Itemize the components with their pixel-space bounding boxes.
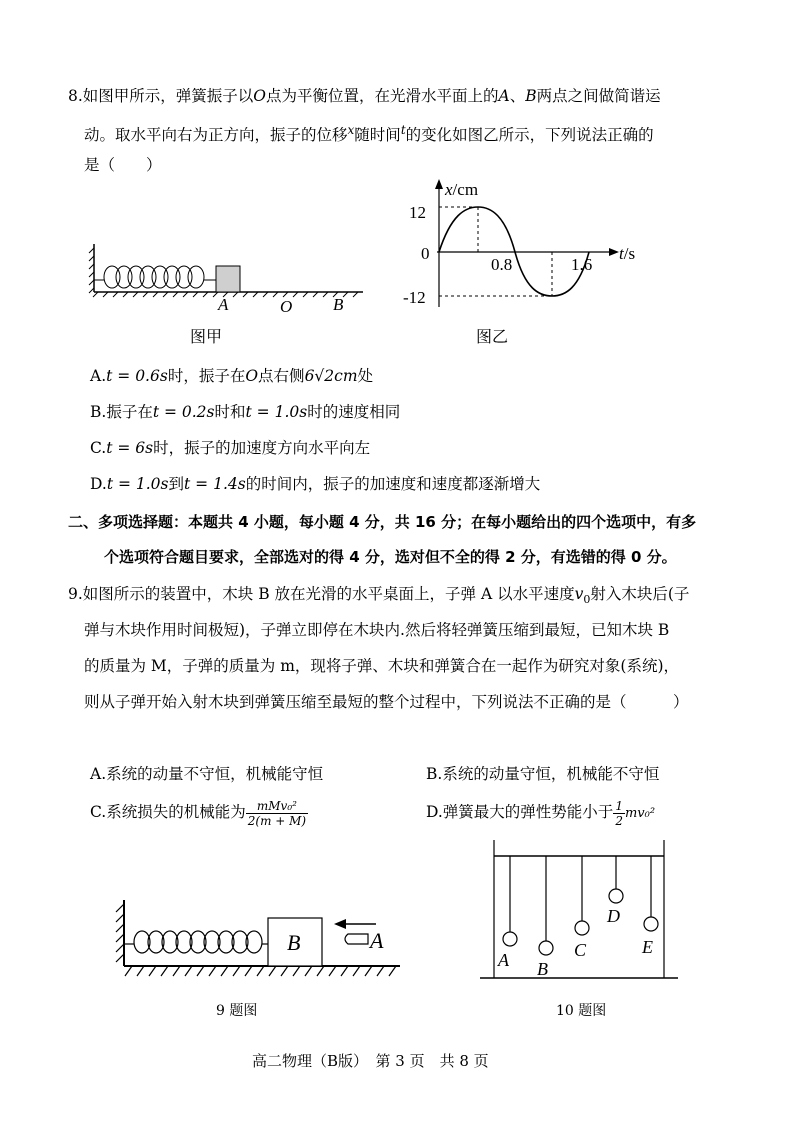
- section-2-header-line-2: 个选项符合题目要求，全部选对的得 4 分，选对但不全的得 2 分，有选错的得 0 分。: [104, 548, 677, 566]
- figure-10: [474, 838, 684, 984]
- fig-10-caption: 10 题图: [556, 1003, 607, 1019]
- q8-option-A[interactable]: A.t = 0.6s时，振子在O点右侧6√2cm处: [90, 367, 374, 385]
- fig-9-caption: 9 题图: [216, 1003, 258, 1019]
- tick-neg12: -12: [403, 288, 426, 307]
- spring: [94, 266, 216, 288]
- q9-option-D[interactable]: D.弹簧最大的弹性势能小于 $\frac{1}{2}$ mv₀²: [426, 798, 656, 828]
- figure-yi: [395, 175, 650, 315]
- q9-line-4: 则从子弹开始入射木块到弹簧压缩至最短的整个过程中，下列说法不正确的是（ ）: [84, 693, 689, 711]
- q9-line-3: 的质量为 M，子弹的质量为 m，现将子弹、木块和弹簧合在一起作为研究对象(系统)，: [84, 657, 680, 675]
- label-C-10: C: [574, 940, 587, 960]
- y-axis-label: x/cm: [445, 180, 479, 199]
- label-O: O: [280, 297, 293, 316]
- section-2-header-line-1: 二、多项选择题：本题共 4 小题，每小题 4 分，共 16 分；在每小题给出的四个选项中，有多: [68, 513, 697, 531]
- q9-option-C[interactable]: C.系统损失的机械能为 $\frac{\text{mMv₀²}}{2(m + M)}$: [90, 798, 307, 828]
- q8-option-B[interactable]: B.振子在t = 0.2s时和t = 1.0s时的速度相同: [90, 403, 401, 421]
- label-A: A: [218, 295, 229, 314]
- q9-option-A[interactable]: A.系统的动量不守恒，机械能守恒: [90, 765, 324, 783]
- q8-option-D[interactable]: D.t = 1.0s到t = 1.4s的时间内，振子的加速度和速度都逐渐增大: [90, 475, 541, 493]
- spring-9: [124, 931, 268, 953]
- q8-line-3: 是（ ）: [84, 156, 162, 174]
- tick-1.6: 1.6: [571, 255, 593, 274]
- q8-line-1: 8.如图甲所示，弹簧振子以O点为平衡位置，在光滑水平面上的A、B两点之间做简谐运: [68, 87, 661, 105]
- q9-line-2: 弹与木块作用时间极短)，子弹立即停在木块内.然后将轻弹簧压缩到最短，已知木块 B: [84, 621, 670, 639]
- label-B: B: [333, 295, 344, 314]
- fraction-D: $\frac{1}{2}$: [615, 798, 623, 828]
- tick-0.8: 0.8: [491, 255, 513, 274]
- q8-line-2: 动。取水平向右为正方向，振子的位移$^x$随时间$^t$的变化如图乙所示，下列说法正确的: [84, 123, 654, 145]
- figure-9: [112, 898, 407, 984]
- bullet-A: [345, 934, 368, 944]
- fig-yi-caption: 图乙: [476, 327, 509, 346]
- oscillator-block: [216, 266, 240, 292]
- q9-line-1: 9.如图所示的装置中，木块 B 放在光滑的水平桌面上，子弹 A 以水平速度$v_0$射入木块后(子: [68, 585, 690, 607]
- page-footer: 高二物理（B版） 第 3 页 共 8 页: [252, 1052, 489, 1070]
- x-axis-label: t/s: [619, 244, 636, 263]
- label-A-9: A: [370, 928, 384, 953]
- q8-option-C[interactable]: C.t = 6s时，振子的加速度方向水平向左: [90, 439, 371, 457]
- tick-12: 12: [409, 203, 426, 222]
- tick-0: 0: [421, 244, 430, 263]
- label-E-10: E: [642, 937, 653, 957]
- label-D-10: D: [607, 906, 620, 926]
- label-B-10: B: [537, 959, 548, 979]
- fraction-C: $\frac{\text{mMv₀²}}{2(m + M)}$: [247, 798, 307, 828]
- label-A-10: A: [498, 950, 509, 970]
- q9-option-B[interactable]: B.系统的动量守恒，机械能不守恒: [426, 765, 660, 783]
- fig-jia-caption: 图甲: [190, 327, 223, 346]
- label-B-9: B: [287, 930, 301, 955]
- figure-jia: [88, 236, 373, 320]
